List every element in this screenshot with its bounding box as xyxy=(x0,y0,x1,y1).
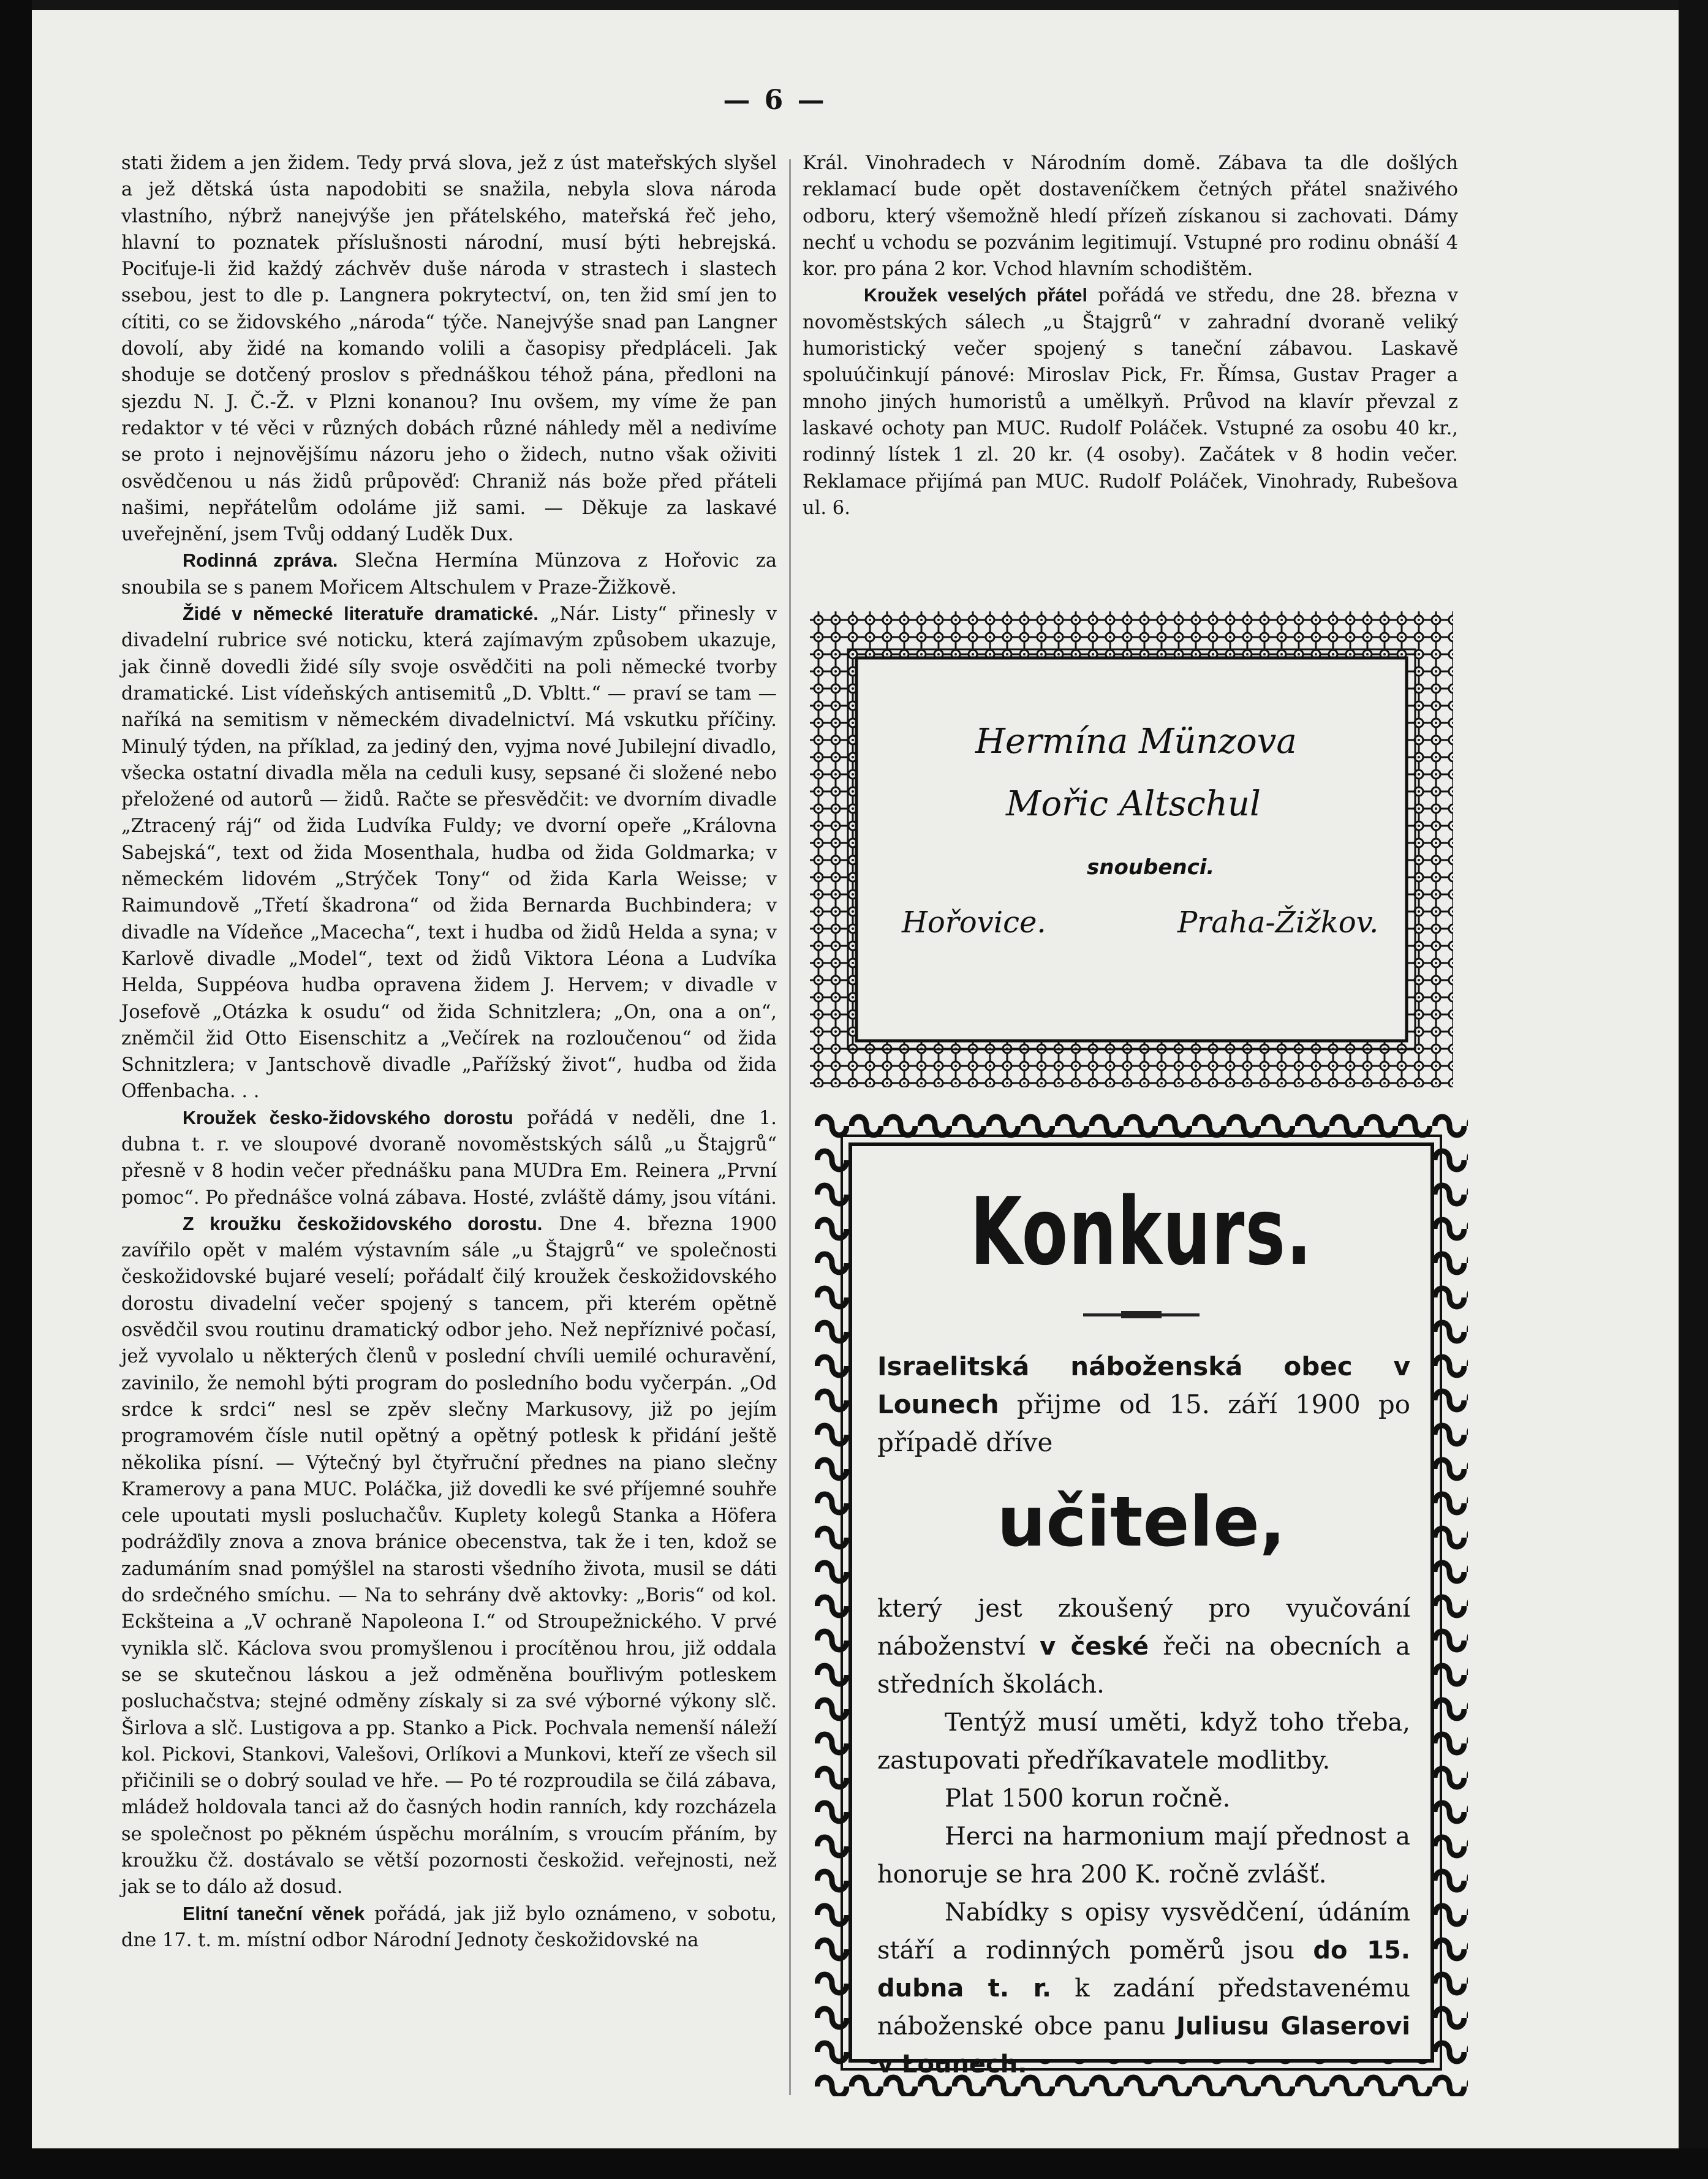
youth-circle-report-text: Dne 4. března 1900 zavířilo opět v malém výstavním sále „u Štajgrů“ ve společnosti českožidovské bujaré veselí; pořádalť čilý kroužek českožidovského dorostu divadelní večer spojený s tancem, při kterém opětně osvědčil svou routinu dramatický odbor jeho. Než nepříznivé počasí, jež vyvolalo u některých členů v poslední chvíli uemilé ochuravění, zavinilo, že nemohl býti program do posledního bodu vyčerpán. „Od srdce k srdci“ nesl se zpěv slečny Markusovy, již po jejím programovém čísle nutil opětný a opětný potlesk k přidání ještě několika písní. — Výtečný byl čtyřruční přednes na piano slečny Kramerovy a pana MUC. Poláčka, již dovedli ke své příjemné souhře cele upoutati mysli posluchačův. Kuplety kolegů Stanka a Höfera podrážďily znova a znova bránice obecenstva, tak že i ten, kdož se zadumáním snad pomýšlel na starosti všedního života, musil se dáti do srdečného smíchu. — Na to sehrány dvě aktovky: „Boris“ od kol. Eckšteina a „V ochraně Napoleona I.“ od Stroupežnického. V prvé vynikla slč. Káclova svou promyšlenou i procítěnou hrou, již oddala se se skutečnou láskou a jež odměněna bouřlivým potleskem posluchačstva; stejné odměny získaly si za své výborné výkony slč. Širlova a slč. Lustigova a pp. Stanko a Pick. Pochvala nemenší náleží kol. Pickovi, Stankovi, Valešovi, Orlíkovi a Munkovi, kteří ze všech sil přičinili se o dobrý soulad ve hře. — Po té rozproudila se čilá zábava, mládež holdovala tanci až do časných hodin ranních, kdy rozcházela se společnost po pěkném úspěchu morálním, s vroucím přáním, by kroužku čž. dostávalo se větší pozornosti českožid. veřejnosti, než jak se to dálo až dosud. xyxy=(121,1213,777,1898)
dance-ball-text: pořádá, jak již bylo oznámeno, v sobotu, dne 17. t. m. místní odbor Národní Jednoty českožidovské na xyxy=(121,1903,777,1951)
family-news-text: Slečna Hermína Münzova z Hořovic za snoubila se s panem Mořicem Altschulem v Praze-Žižkově. xyxy=(121,550,777,599)
merry-friends-heading: Kroužek veselých přátel xyxy=(864,285,1087,306)
youth-circle-report xyxy=(121,1211,777,1901)
youth-circle-lecture-text: pořádá v neděli, dne 1. dubna t. r. ve sloupové dvoraně novoměstských sálů „u Štajgrů“ přesně v 8 hodin večer přednášku pana MUDra Em. Reinera „První pomoc“. Po přednášce volná zábava. Hosté, zvláště dámy, jsou vítáni. xyxy=(121,1107,777,1209)
konkurs-community: Israelitská náboženská obec v Lounech xyxy=(877,1351,1410,1419)
qualification-text: který jest zkoušený pro vyučování náboženství xyxy=(877,1595,1410,1661)
column-divider xyxy=(789,159,791,2095)
right-column xyxy=(803,150,1458,521)
family-news-heading: Rodinná zpráva. xyxy=(183,550,338,572)
konkurs-harmonium xyxy=(877,1818,1410,1894)
konkurs-duty xyxy=(877,1704,1410,1780)
engagement-notice xyxy=(810,611,1453,1087)
konkurs-lead-rest: přijme od 15. září 1900 po případě dříve xyxy=(877,1389,1410,1457)
konkurs-position: učitele, xyxy=(997,1482,1286,1562)
article-continuation: stati židem a jen židem. Tedy prvá slova, jež z úst mateřských slyšel a jež dětská ústa napodobiti se snažila, nebyla slova národa vlastního, nýbrž nanejvýše jen přátelského, mateřská řeč jeho, hlavní to poznatek příslušnosti národní, musí býti hebrejská. Pociťuje-li žid každý záchvěv duše národa v strastech i slastech ssebou, jest to dle p. Langnera pokrytectví, on, ten žid smí jen to cítiti, co se židovského „národa“ týče. Nanejvýše snad pan Langner dovolí, aby židé na komando volili a časopisy předpláceli. Jak shoduje se dotčený proslov s přednáškou téhož pána, předloni na sjezdu N. J. Č.-Ž. v Plzni konanou? Inu ovšem, my víme že pan redaktor v té věci v různých dobách různé náhledy měl a nedivíme se proto i nejnovějšímu názoru jeho o židech, nutno však oživiti osvědčenou u nás židů průpověď: Chraniž nás bože před přáteli našimi, nepřátelům odoláme již sami. — Děkuje za laskavé uveřejnění, jsem Tvůj oddaný Luděk Dux. xyxy=(121,153,777,546)
family-news xyxy=(121,548,777,601)
merry-friends-circle xyxy=(803,282,1458,521)
konkurs-salary xyxy=(877,1780,1410,1818)
jews-in-drama-heading: Židé v německé literatuře dramatické. xyxy=(183,603,538,625)
jews-in-drama-text: „Nár. Listy“ přinesly v divadelní rubrice své noticku, která zajímavým způsobem ukazuje, jak činně dovedli židé síly svoje osvědčiti na poli německé tvorby dramatické. List vídeňských antisemitů „D. Vbltt.“ — praví se tam — naříká na semitism v německém divadelnictví. Má vskutku příčiny. Minulý týden, na příklad, za jediný den, vyjma nové Jubilejní divadlo, všecka ostatní divadla měla na ceduli kusy, sepsané či složené nebo přeložené od autorů — židů. Račte se přesvědčit: ve dvorním divadle „Ztracený ráj“ od žida Ludvíka Fuldy; ve dvorní opeře „Královna Sabejská“, text od žida Mosenthala, hudba od žida Goldmarka; v německém lidovém „Strýček Tony“ od žida Karla Weisse; v Raimundově „Třetí škadrona“ od žida Bernarda Buchbindera; v divadle na Vídeňce „Macecha“, text i hudba od židů Helda a syna; v Karlově divadle „Model“, text od židů Viktora Léona a Ludvíka Helda, Suppéova hudba opravena židem J. Hervem; v divadle v Josefově „Otázka k osudu“ od žida Schnitzlera; „On, ona a on“, zněmčil žid Otto Eisenschitz a „Večírek na rozloučenou“ od žida Schnitzlera; v Jantschově divadle „Pařížský život“, hudba od žida Offenbacha. . . xyxy=(121,603,777,1103)
salary-text: Plat 1500 korun ročně. xyxy=(945,1784,1231,1813)
youth-circle-lecture xyxy=(121,1105,777,1211)
konkurs-lead xyxy=(877,1348,1410,1462)
page-number: — 6 — xyxy=(723,85,827,116)
application-text: Nabídky s opisy vysvědčení, údáním stáří a rodinných poměrů jsou xyxy=(877,1898,1410,1965)
left-column xyxy=(121,150,777,1954)
qualification-schools: řeči na obecních a středních školách. xyxy=(877,1633,1410,1699)
youth-circle-report-heading: Z kroužku českožidovského dorostu. xyxy=(183,1213,543,1234)
konkurs-qualification xyxy=(877,1590,1410,1704)
scan-left-edge xyxy=(0,0,32,2179)
youth-circle-lecture-heading: Kroužek česko-židovského dorostu xyxy=(183,1107,513,1128)
bride-name: Hermína Münzova xyxy=(975,722,1297,761)
application-recipient-label: k zadání představenému náboženské obce panu xyxy=(877,1974,1410,2041)
scan-top-edge xyxy=(0,0,1708,10)
konkurs-advertisement xyxy=(815,1109,1468,2096)
konkurs-application xyxy=(877,1894,1410,2083)
jews-in-drama xyxy=(121,601,777,1105)
konkurs-title: Konkurs. xyxy=(970,1177,1313,1286)
bride-town: Hořovice. xyxy=(902,905,1046,940)
application-recipient: Juliusu Glaserovi v Lounech. xyxy=(877,2012,1410,2079)
title-rule-center xyxy=(1121,1311,1162,1318)
groom-name: Mořic Altschul xyxy=(1006,784,1261,824)
scan-right-edge xyxy=(1679,0,1708,2179)
duty-text: Tentýž musí uměti, když toho třeba, zastupovati předříkavatele modlitby. xyxy=(877,1709,1410,1775)
dance-ball-continuation: Král. Vinohradech v Národním domě. Zábava ta dle došlých reklamací bude opět dostaveníčkem četných přátel snaživého odboru, který všemožně hledí přízeň získanou si zachovati. Dámy nechť u vchodu se pozvánim legitimují. Vstupné pro rodinu obnáší 4 kor. pro pána 2 kor. Vchod hlavním schodištěm. xyxy=(803,153,1458,281)
dance-ball xyxy=(121,1901,777,1954)
engaged-label: snoubenci. xyxy=(1087,855,1215,880)
harmonium-text: Herci na harmonium mají přednost a honoruje se hra 200 K. ročně zvlášť. xyxy=(877,1822,1410,1889)
qualification-language: v české xyxy=(1040,1633,1149,1661)
dance-ball-heading: Elitní taneční věnek xyxy=(183,1903,365,1924)
ornamental-border xyxy=(810,611,1453,1087)
groom-town: Praha-Žižkov. xyxy=(1177,905,1379,940)
scan-bottom-edge xyxy=(0,2148,1708,2179)
application-deadline: do 15. dubna t. r. xyxy=(877,1936,1411,2003)
konkurs-body xyxy=(877,1590,1410,2083)
merry-friends-text: pořádá ve středu, dne 28. března v novoměstských sálech „u Štajgrů“ v zahradní dvoraně veliký humoristický večer spojený s taneční zábavou. Laskavě spoluúčinkují pánové: Miroslav Pick, Fr. Římsa, Gustav Prager a mnoho jiných humoristů a umělkyň. Průvod na klavír převzal z laskavé ochoty pan MUC. Rudolf Poláček. Vstupné za osobu 40 kr., rodinný lístek 1 zl. 20 kr. (4 osoby). Začátek v 8 hodin večer. Reklamace přijímá pan MUC. Rudolf Poláček, Vinohrady, Rubešova ul. 6. xyxy=(803,285,1458,519)
